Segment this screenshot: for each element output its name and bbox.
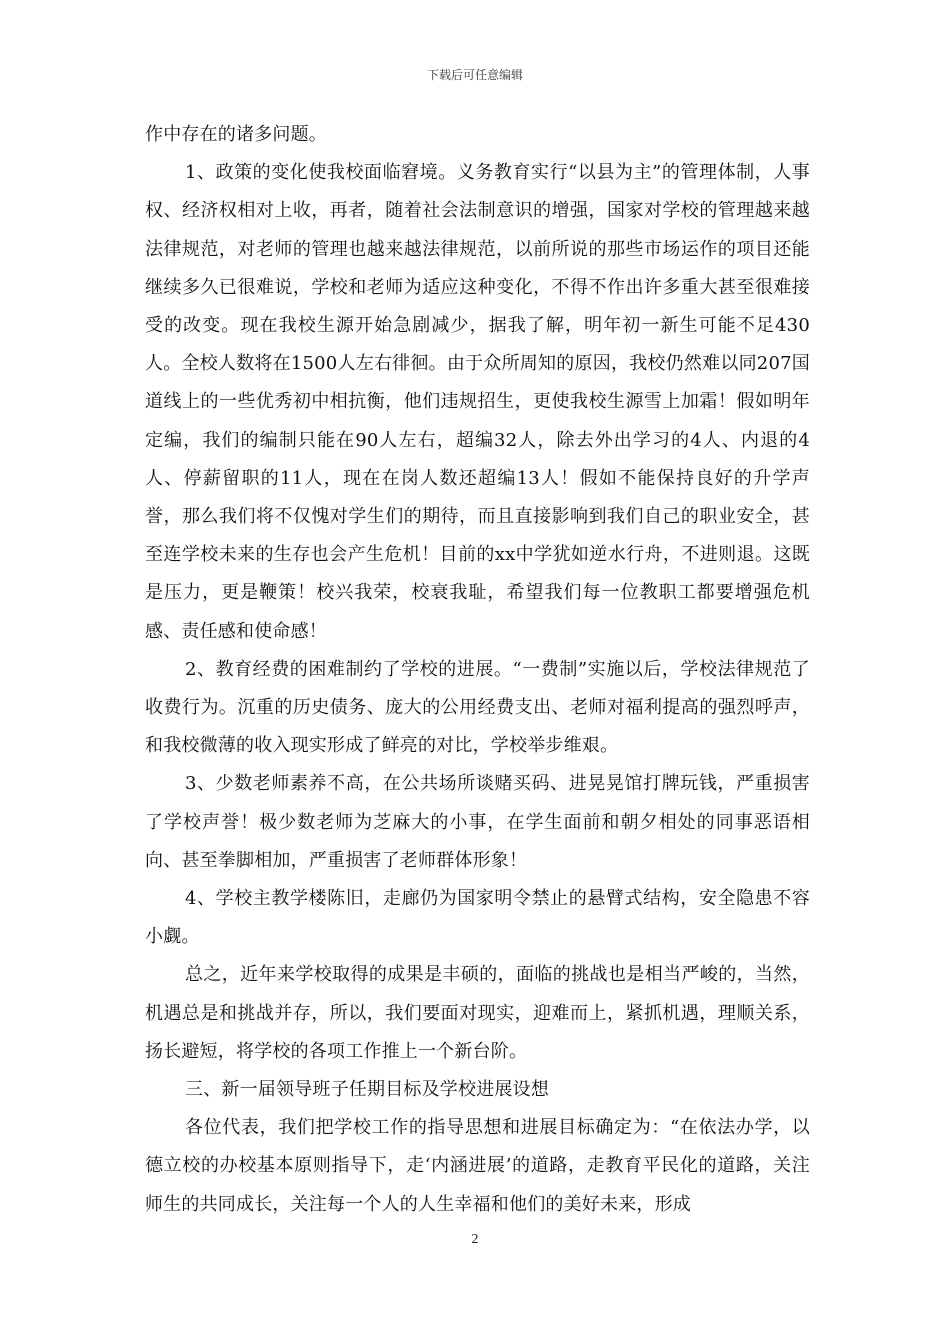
paragraph-funding: 2、教育经费的困难制约了学校的进展。“一费制”实施以后，学校法律规范了收费行为。沉重的历史债务、庞大的公用经费支出、老师对福利提高的强烈呼声，和我校微薄的收入现实形成了鲜亮的对比，学校举步维艰。	[145, 658, 810, 757]
page-header: 下载后可任意编辑	[426, 68, 523, 82]
paragraph-policy-changes: 1、政策的变化使我校面临窘境。义务教育实行“以县为主”的管理体制，人事权、经济权相对上收，再者，随着社会法制意识的增强，国家对学校的管理越来越法律规范，对老师的管理也越来越法律规范，以前所说的那些市场运作的项目还能继续多久已很难说，学校和老师为适应这种变化，不得不作出许多重大甚至很难接受的改变。现在我校生源开始急剧减少，据我了解，明年初一新生可能不足430人。全校人数将在1500人左右徘徊。由于众所周知的原因，我校仍然难以同207国道线上的一些优秀初中相抗衡，他们违规招生，更使我校生源雪上加霜！假如明年定编，我们的编制只能在90人左右，超编32人，除去外出学习的4人、内退的4人、停薪留职的11人，现在在岗人数还超编13人！假如不能保持良好的升学声誉，那么我们将不仅愧对学生们的期待，而且直接影响到我们自己的职业安全，甚至连学校未来的生存也会产生危机！目前的xx中学犹如逆水行舟，不进则退。这既是压力，更是鞭策！校兴我荣，校衰我耻，希望我们每一位教职工都要增强危机感、责任感和使命感！	[145, 162, 810, 642]
document-body	[145, 116, 810, 1224]
paragraph-guiding-ideology: 各位代表，我们把学校工作的指导思想和进展目标确定为：“在依法办学，以德立校的办校基本原则指导下，走‘内涵进展’的道路，走教育平民化的道路，关注师生的共同成长，关注每一个人的人生幸福和他们的美好未来，形成	[145, 1117, 810, 1215]
paragraph-summary: 总之，近年来学校取得的成果是丰硕的，面临的挑战也是相当严峻的，当然，机遇总是和挑战并存，所以，我们要面对现实，迎难而上，紧抓机遇，理顺关系，扬长避短，将学校的各项工作推上一个新台阶。	[145, 964, 810, 1062]
paragraph-building-safety: 4、学校主教学楼陈旧，走廊仍为国家明令禁止的悬臂式结构，安全隐患不容小觑。	[145, 888, 810, 948]
page-number: 2	[471, 1232, 479, 1247]
section-heading: 三、新一届领导班子任期目标及学校进展设想	[185, 1079, 549, 1101]
paragraph-continuation: 作中存在的诸多问题。	[145, 124, 327, 145]
paragraph-teacher-conduct: 3、少数老师素养不高，在公共场所谈赌买码、进晃晃馆打牌玩钱，严重损害了学校声誉！极少数老师为芝麻大的小事，在学生面前和朝夕相处的同事恶语相向、甚至拳脚相加，严重损害了老师群体形象！	[145, 773, 810, 871]
